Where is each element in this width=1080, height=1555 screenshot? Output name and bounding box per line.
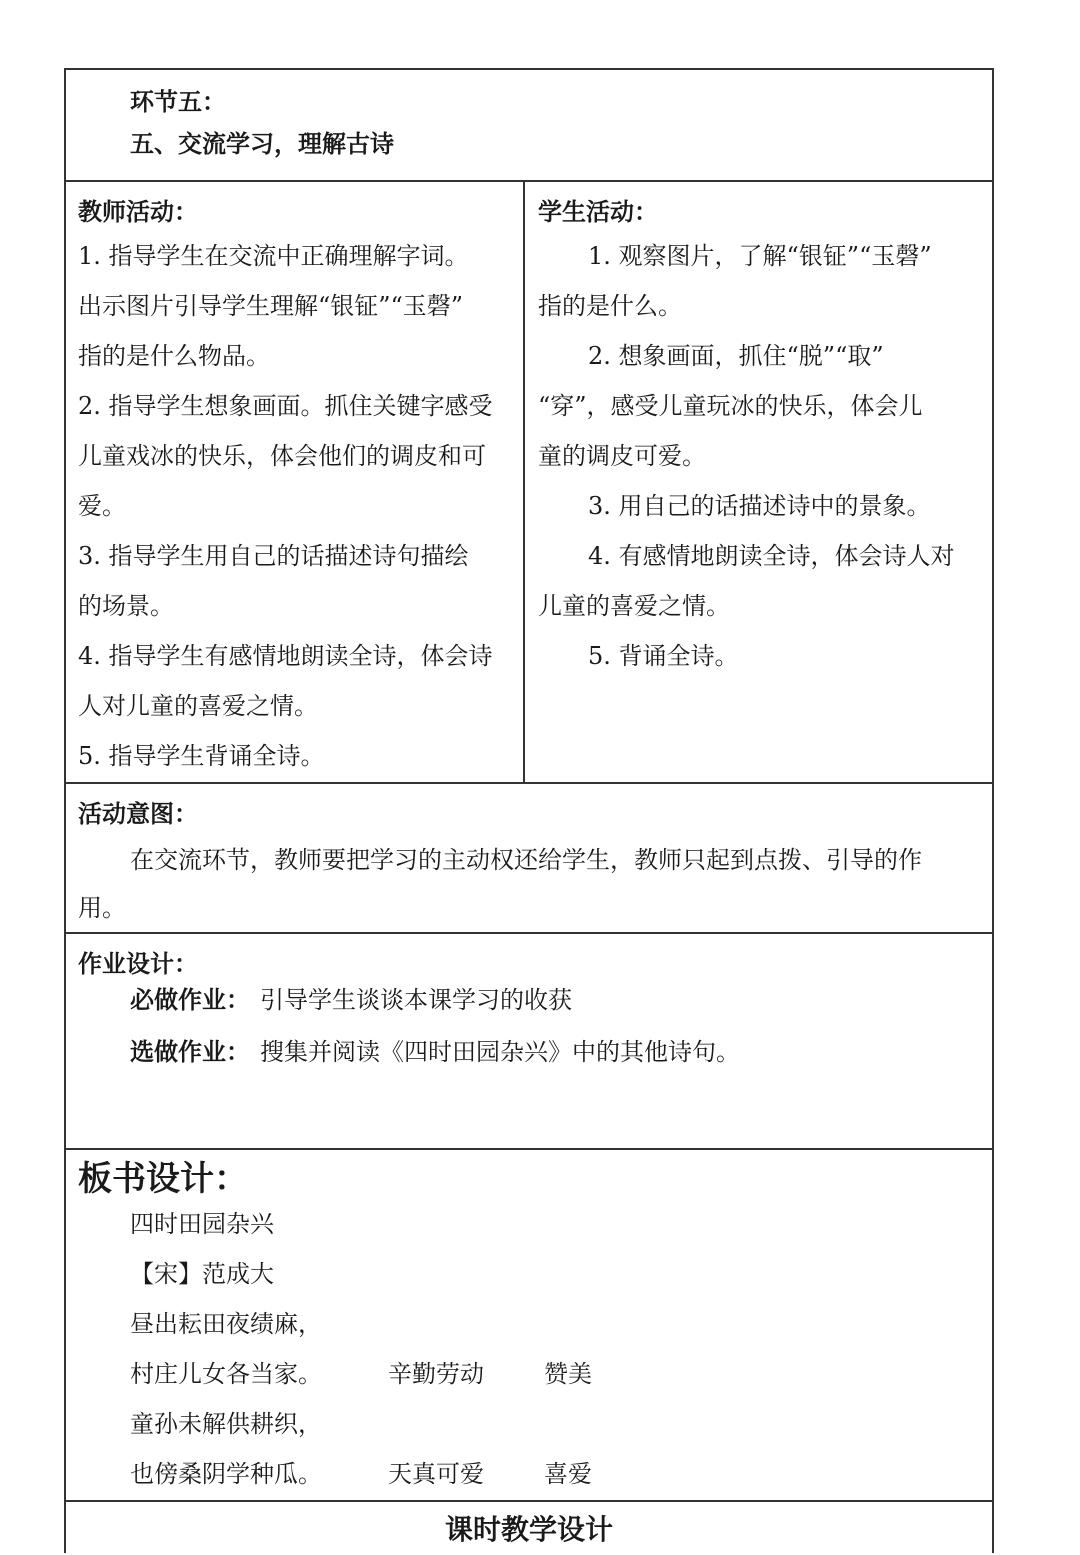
board-design-heading: 板书设计： [78, 1159, 248, 1199]
teacher-line: 出示图片引导学生理解“银钲”“玉磬” [78, 292, 464, 320]
teacher-line: 4. 指导学生有感情地朗读全诗，体会诗 [78, 642, 493, 670]
section-title: 五、交流学习，理解古诗 [130, 130, 394, 158]
teacher-line: 2. 指导学生想象画面。抓住关键字感受 [78, 392, 493, 420]
activity-intent-heading: 活动意图： [78, 800, 198, 828]
teacher-line: 指的是什么物品。 [78, 342, 270, 370]
teacher-line: 爱。 [78, 492, 126, 520]
teacher-line: 1. 指导学生在交流中正确理解字词。 [78, 242, 469, 270]
student-line: “穿”，感受儿童玩冰的快乐，体会儿 [538, 392, 923, 420]
activity-intent-row [66, 784, 992, 934]
activity-intent-text: 在交流环节，教师要把学习的主动权还给学生，教师只起到点拨、引导的作 [130, 846, 922, 874]
student-line: 指的是什么。 [538, 292, 682, 320]
teacher-activity-heading: 教师活动： [78, 198, 198, 226]
activity-intent-text-cont: 用。 [78, 894, 126, 922]
section-header-row [66, 70, 992, 182]
poem-line: 昼出耘田夜绩麻， [130, 1310, 322, 1338]
teacher-line: 3. 指导学生用自己的话描述诗句描绘 [78, 542, 469, 570]
teacher-line: 5. 指导学生背诵全诗。 [78, 742, 325, 770]
student-line: 3. 用自己的话描述诗中的景象。 [588, 492, 931, 520]
optional-homework-label: 选做作业： [130, 1038, 250, 1066]
student-line: 童的调皮可爱。 [538, 442, 706, 470]
board-note: 赞美 [544, 1360, 592, 1388]
poem-title: 四时田园杂兴 [130, 1210, 274, 1238]
footer-row [66, 1502, 992, 1555]
poem-line: 也傍桑阴学种瓜。 [130, 1460, 322, 1488]
poem-author: 【宋】范成大 [130, 1260, 274, 1288]
activities-row [66, 182, 992, 784]
required-homework-text: 引导学生谈谈本课学习的收获 [260, 986, 572, 1014]
section-label: 环节五： [130, 88, 226, 116]
teacher-line: 人对儿童的喜爱之情。 [78, 692, 318, 720]
column-divider [523, 182, 525, 782]
board-note: 喜爱 [544, 1460, 592, 1488]
student-activity-heading: 学生活动： [538, 198, 658, 226]
student-line: 2. 想象画面，抓住“脱”“取” [588, 342, 884, 370]
lesson-design-title: 课时教学设计 [444, 1513, 613, 1546]
teacher-line: 的场景。 [78, 592, 174, 620]
student-line: 儿童的喜爱之情。 [538, 592, 730, 620]
lesson-plan-table [64, 68, 994, 1553]
optional-homework-text: 搜集并阅读《四时田园杂兴》中的其他诗句。 [260, 1038, 740, 1066]
homework-row [66, 934, 992, 1150]
poem-line: 童孙未解供耕织， [130, 1410, 322, 1438]
poem-line: 村庄儿女各当家。 [130, 1360, 322, 1388]
student-line: 1. 观察图片，了解“银钲”“玉磬” [588, 242, 932, 270]
student-line: 4. 有感情地朗读全诗，体会诗人对 [588, 542, 955, 570]
teacher-line: 儿童戏冰的快乐，体会他们的调皮和可 [78, 442, 486, 470]
student-line: 5. 背诵全诗。 [588, 642, 739, 670]
required-homework-label: 必做作业： [130, 986, 250, 1014]
board-design-row [66, 1150, 992, 1502]
homework-heading: 作业设计： [78, 950, 198, 978]
board-note: 辛勤劳动 [388, 1360, 484, 1388]
board-note: 天真可爱 [388, 1460, 484, 1488]
